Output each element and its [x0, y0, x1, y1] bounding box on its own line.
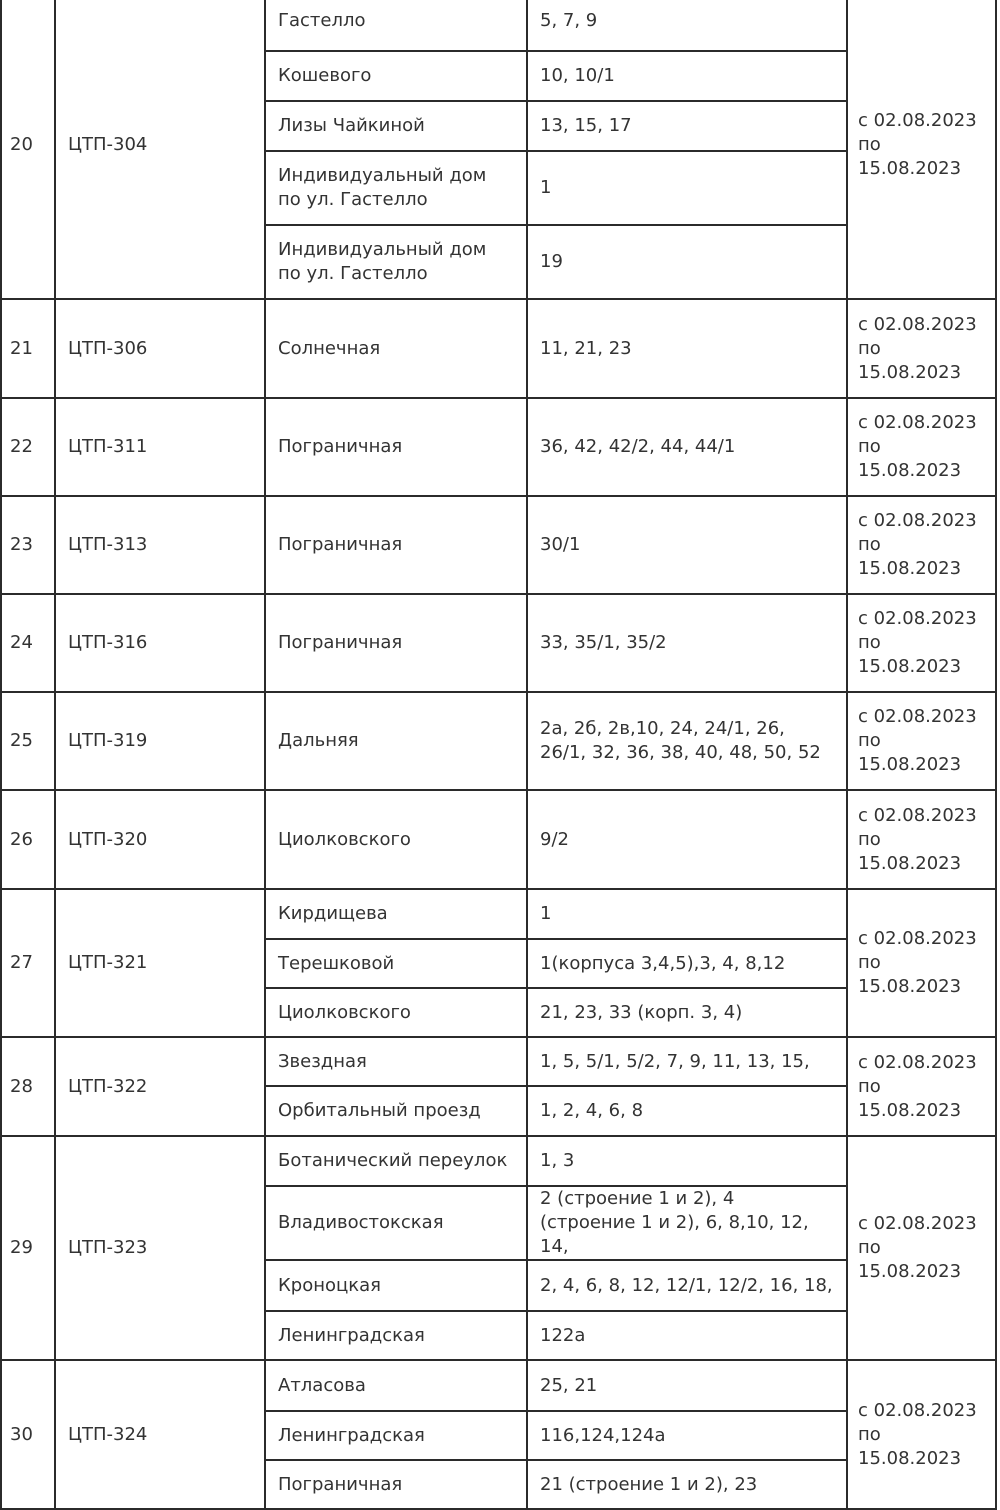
house-numbers: 2а, 2б, 2в,10, 24, 24/1, 26, 26/1, 32, 36, 38, 40, 48, 50, 52: [527, 692, 847, 790]
row-number: 20: [1, 0, 55, 299]
row-number: 23: [1, 496, 55, 594]
station-name: ЦТП-313: [55, 496, 265, 594]
house-numbers: 21 (строение 1 и 2), 23: [527, 1460, 847, 1509]
station-name: ЦТП-321: [55, 889, 265, 1037]
row-number: 28: [1, 1037, 55, 1136]
row-number: 21: [1, 299, 55, 398]
house-numbers: 1: [527, 889, 847, 939]
house-numbers: 1: [527, 151, 847, 225]
station-name: ЦТП-304: [55, 0, 265, 299]
outage-period: с 02.08.2023 по 15.08.2023: [847, 594, 996, 692]
street-name: Гастелло: [265, 0, 527, 51]
street-name: Кошевого: [265, 51, 527, 101]
station-name: ЦТП-316: [55, 594, 265, 692]
house-numbers: 21, 23, 33 (корп. 3, 4): [527, 988, 847, 1037]
outage-period: с 02.08.2023 по 15.08.2023: [847, 398, 996, 496]
street-name: Солнечная: [265, 299, 527, 398]
station-name: ЦТП-319: [55, 692, 265, 790]
street-name: Терешковой: [265, 939, 527, 988]
street-name: Владивостокская: [265, 1186, 527, 1260]
street-name: Циолковского: [265, 790, 527, 889]
house-numbers: 5, 7, 9: [527, 0, 847, 51]
house-numbers: 19: [527, 225, 847, 299]
street-name: Звездная: [265, 1037, 527, 1086]
house-numbers: 1(корпуса 3,4,5),3, 4, 8,12: [527, 939, 847, 988]
outage-period: с 02.08.2023 по 15.08.2023: [847, 1360, 996, 1509]
table-row: [1, 889, 996, 939]
table-row: [1, 594, 996, 692]
street-name: Пограничная: [265, 594, 527, 692]
table-row: [1, 1136, 996, 1186]
house-numbers: 36, 42, 42/2, 44, 44/1: [527, 398, 847, 496]
outage-period: с 02.08.2023 по 15.08.2023: [847, 496, 996, 594]
house-numbers: 1, 3: [527, 1136, 847, 1186]
table-row: [1, 496, 996, 594]
house-numbers: 9/2: [527, 790, 847, 889]
outage-period: с 02.08.2023 по 15.08.2023: [847, 0, 996, 299]
house-numbers: 122а: [527, 1311, 847, 1360]
station-name: ЦТП-306: [55, 299, 265, 398]
house-numbers: 30/1: [527, 496, 847, 594]
house-numbers: 11, 21, 23: [527, 299, 847, 398]
table-row: [1, 398, 996, 496]
street-name: Пограничная: [265, 398, 527, 496]
row-number: 29: [1, 1136, 55, 1360]
row-number: 25: [1, 692, 55, 790]
house-numbers: 10, 10/1: [527, 51, 847, 101]
table-row: [1, 692, 996, 790]
outage-period: с 02.08.2023 по 15.08.2023: [847, 299, 996, 398]
street-name: Дальняя: [265, 692, 527, 790]
outage-period: с 02.08.2023 по 15.08.2023: [847, 692, 996, 790]
street-name: Пограничная: [265, 496, 527, 594]
street-name: Лизы Чайкиной: [265, 101, 527, 151]
row-number: 27: [1, 889, 55, 1037]
station-name: ЦТП-323: [55, 1136, 265, 1360]
house-numbers: 2, 4, 6, 8, 12, 12/1, 12/2, 16, 18,: [527, 1260, 847, 1311]
outage-period: с 02.08.2023 по 15.08.2023: [847, 1037, 996, 1136]
street-name: Ленинградская: [265, 1311, 527, 1360]
street-name: Ботанический переулок: [265, 1136, 527, 1186]
street-name: Орбитальный проезд: [265, 1086, 527, 1136]
table-row: [1, 299, 996, 398]
house-numbers: 1, 5, 5/1, 5/2, 7, 9, 11, 13, 15,: [527, 1037, 847, 1086]
row-number: 24: [1, 594, 55, 692]
street-name: Кирдищева: [265, 889, 527, 939]
house-numbers: 25, 21: [527, 1360, 847, 1411]
house-numbers: 2 (строение 1 и 2), 4 (строение 1 и 2), 6, 8,10, 12, 14,: [527, 1186, 847, 1260]
outage-period: с 02.08.2023 по 15.08.2023: [847, 889, 996, 1037]
table-row: [1, 1037, 996, 1086]
house-numbers: 33, 35/1, 35/2: [527, 594, 847, 692]
street-name: Индивидуальный дом по ул. Гастелло: [265, 151, 527, 225]
station-name: ЦТП-320: [55, 790, 265, 889]
street-name: Кроноцкая: [265, 1260, 527, 1311]
table-row: [1, 0, 996, 51]
row-number: 30: [1, 1360, 55, 1509]
station-name: ЦТП-324: [55, 1360, 265, 1509]
street-name: Пограничная: [265, 1460, 527, 1509]
outage-period: с 02.08.2023 по 15.08.2023: [847, 790, 996, 889]
street-name: Циолковского: [265, 988, 527, 1037]
street-name: Ленинградская: [265, 1411, 527, 1460]
street-name: Индивидуальный дом по ул. Гастелло: [265, 225, 527, 299]
station-name: ЦТП-311: [55, 398, 265, 496]
street-name: Атласова: [265, 1360, 527, 1411]
table-row: [1, 790, 996, 889]
table-row: [1, 1360, 996, 1411]
outage-period: с 02.08.2023 по 15.08.2023: [847, 1136, 996, 1360]
house-numbers: 13, 15, 17: [527, 101, 847, 151]
row-number: 26: [1, 790, 55, 889]
station-name: ЦТП-322: [55, 1037, 265, 1136]
row-number: 22: [1, 398, 55, 496]
house-numbers: 1, 2, 4, 6, 8: [527, 1086, 847, 1136]
house-numbers: 116,124,124а: [527, 1411, 847, 1460]
